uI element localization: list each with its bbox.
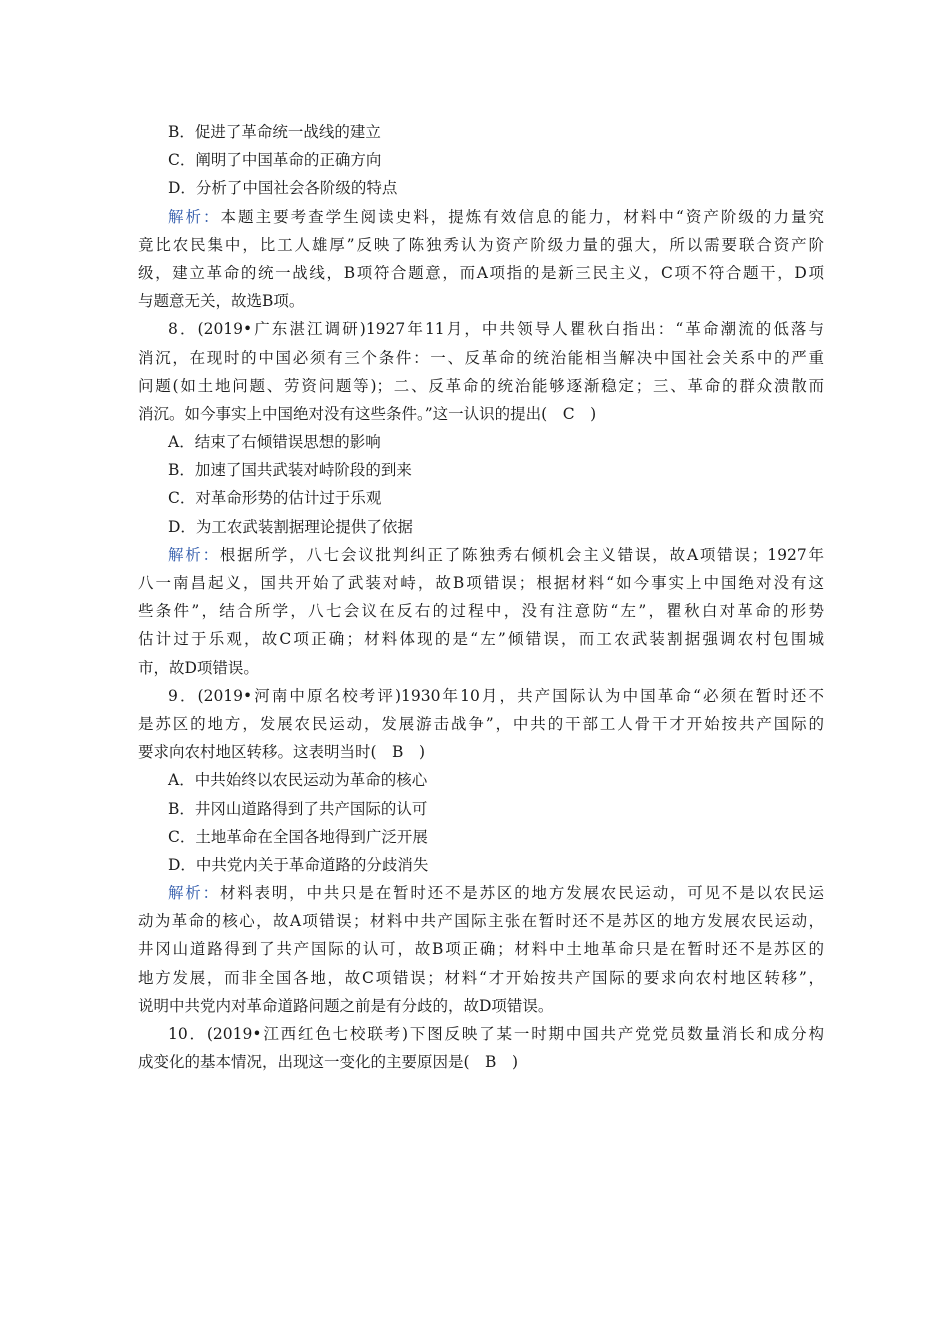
q8-analysis-line-5: 市，故D项错误。 [138, 658, 259, 677]
q8-analysis-line-1: 解析：根据所学，八七会议批判纠正了陈独秀右倾机会主义错误，故A项错误；1927年 [168, 545, 824, 564]
q9-stem-line-1: 9．(2019•河南中原名校考评)1930年10月，共产国际认为中国革命“必须在暂时还不 [168, 686, 824, 705]
q7-analysis-line-4: 与题意无关，故选B项。 [138, 292, 305, 311]
q8-stem-line-4: 消沉。如今事实上中国绝对没有这些条件。”这一认识的提出( C ) [138, 404, 597, 423]
q8-option-c: C．对革命形势的估计过于乐观 [168, 489, 382, 508]
q9-analysis-line-3: 井冈山道路得到了共产国际的认可，故B项正确；材料中土地革命只是在暂时还不是苏区的 [138, 940, 824, 959]
q7-analysis-line-1: 解析：本题主要考查学生阅读史料，提炼有效信息的能力，材料中“资产阶级的力量究 [168, 207, 824, 226]
q8-stem-line-1: 8．(2019•广东湛江调研)1927年11月，中共领导人瞿秋白指出：“革命潮流的低落与 [168, 320, 824, 339]
q8-analysis-label: 解析： [168, 545, 220, 564]
q9-analysis-label: 解析： [168, 884, 220, 903]
q8-option-a: A．结束了右倾错误思想的影响 [168, 433, 381, 452]
q7-analysis-line-3: 级，建立革命的统一战线，B项符合题意，而A项指的是新三民主义，C项不符合题干，D项 [138, 263, 824, 282]
q10-stem-line-1: 10．(2019•江西红色七校联考)下图反映了某一时期中国共产党党员数量消长和成分构 [168, 1025, 824, 1043]
q9-analysis-line-2: 动为革命的核心，故A项错误；材料中共产国际主张在暂时还不是苏区的地方发展农民运动， [138, 912, 824, 931]
q8-stem-line-3: 问题(如土地问题、劳资问题等)；二、反革命的统治能够逐渐稳定；三、革命的群众溃散而 [138, 376, 824, 395]
q7-analysis-line-2: 竟比农民集中，比工人雄厚”反映了陈独秀认为资产阶级力量的强大，所以需要联合资产阶 [138, 235, 824, 254]
q9-option-c: C．土地革命在全国各地得到广泛开展 [168, 827, 428, 846]
q7-analysis-label: 解析： [168, 207, 221, 226]
q9-stem-line-3: 要求向农村地区转移。这表明当时( B ) [138, 743, 425, 762]
q9-option-a: A．中共始终以农民运动为革命的核心 [168, 771, 428, 790]
q8-option-b: B．加速了国共武装对峙阶段的到来 [168, 461, 412, 480]
q9-option-d: D．中共党内关于革命道路的分歧消失 [168, 855, 429, 874]
q8-analysis-line-3: 些条件”，结合所学，八七会议在反右的过程中，没有注意防“左”，瞿秋白对革命的形势 [138, 602, 824, 621]
q9-stem-line-2: 是苏区的地方，发展农民运动，发展游击战争”，中共的干部工人骨干才开始按共产国际的 [138, 714, 824, 733]
q8-option-d: D．为工农武装割据理论提供了依据 [168, 517, 413, 536]
q9-option-b: B．井冈山道路得到了共产国际的认可 [168, 799, 428, 818]
q7-option-b: B．促进了革命统一战线的建立 [168, 123, 381, 141]
q9-analysis-line-4: 地方发展，而非全国各地，故C项错误；材料“才开始按共产国际的要求向农村地区转移”， [138, 968, 824, 987]
q10-stem-line-2: 成变化的基本情况，出现这一变化的主要原因是( B ) [138, 1053, 518, 1072]
q7-option-d: D．分析了中国社会各阶级的特点 [168, 179, 398, 198]
q9-analysis-line-1: 解析：材料表明，中共只是在暂时还不是苏区的地方发展农民运动，可见不是以农民运 [168, 884, 824, 903]
q8-analysis-line-2: 八一南昌起义，国共开始了武装对峙，故B项错误；根据材料“如今事实上中国绝对没有这 [138, 574, 824, 592]
q8-analysis-line-4: 估计过于乐观，故C项正确；材料体现的是“左”倾错误，而工农武装割据强调农村包围城 [138, 630, 824, 649]
q8-stem-line-2: 消沉，在现时的中国必须有三个条件：一、反革命的统治能相当解决中国社会关系中的严重 [138, 348, 824, 367]
document-page [138, 118, 824, 1076]
q7-option-c: C．阐明了中国革命的正确方向 [168, 151, 382, 170]
q9-analysis-line-5: 说明中共党内对革命道路问题之前是有分歧的，故D项错误。 [138, 996, 554, 1015]
